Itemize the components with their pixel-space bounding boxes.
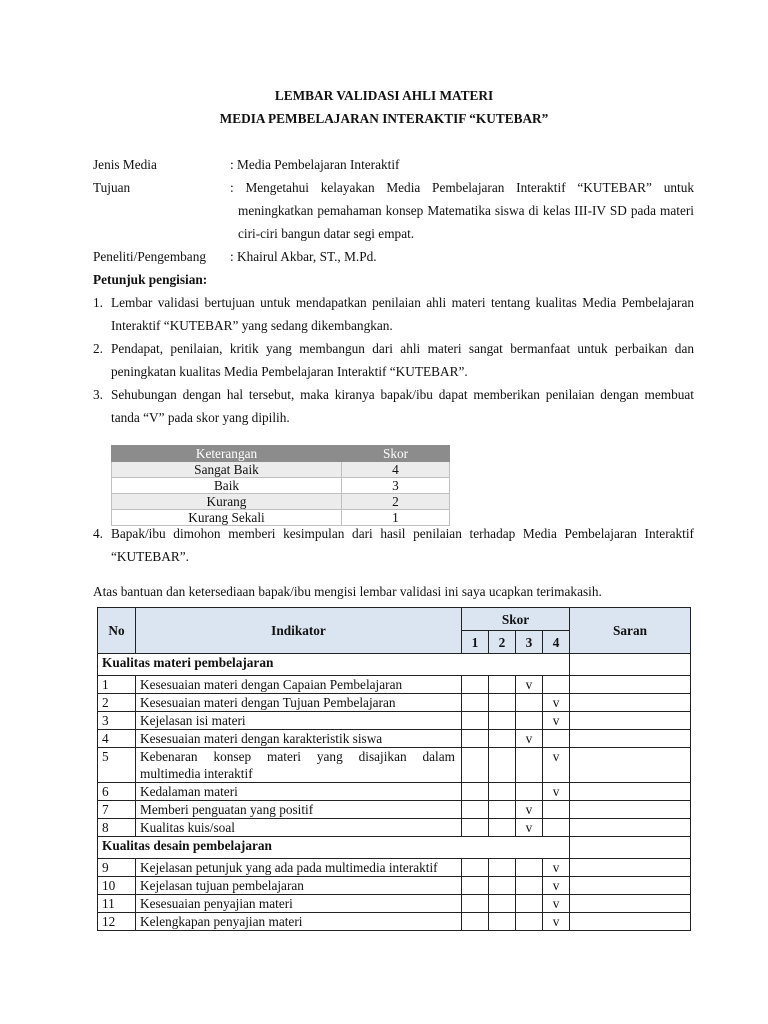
- score-cell-2[interactable]: [489, 913, 516, 931]
- score-cell-4[interactable]: [543, 730, 570, 748]
- score-cell-2[interactable]: [489, 748, 516, 783]
- saran-cell[interactable]: [570, 895, 691, 913]
- score-cell-1[interactable]: [462, 694, 489, 712]
- legend-keterangan: Baik: [112, 478, 342, 494]
- jenis-media-label: Jenis Media: [93, 157, 157, 172]
- saran-cell[interactable]: [570, 676, 691, 694]
- document-title: LEMBAR VALIDASI AHLI MATERI: [274, 88, 494, 103]
- legend-skor: 4: [342, 462, 450, 478]
- score-cell-2[interactable]: [489, 819, 516, 837]
- header-skor: Skor: [462, 608, 570, 631]
- score-cell-1[interactable]: [462, 730, 489, 748]
- score-cell-1[interactable]: [462, 819, 489, 837]
- header-score-3: 3: [516, 631, 543, 654]
- row-number: 8: [98, 819, 136, 837]
- score-cell-2[interactable]: [489, 895, 516, 913]
- header-score-4: 4: [543, 631, 570, 654]
- score-cell-4[interactable]: [543, 801, 570, 819]
- legend-header-row: [112, 446, 450, 462]
- score-cell-3[interactable]: v: [516, 801, 543, 819]
- table-row: [98, 748, 691, 783]
- score-cell-2[interactable]: [489, 730, 516, 748]
- saran-cell[interactable]: [570, 654, 691, 676]
- saran-cell[interactable]: [570, 730, 691, 748]
- validation-table: [97, 607, 691, 931]
- score-cell-2[interactable]: [489, 694, 516, 712]
- table-row: [98, 913, 691, 931]
- instruction-number: 4.: [93, 526, 103, 541]
- score-cell-1[interactable]: [462, 913, 489, 931]
- legend-header-keterangan: Keterangan: [112, 446, 342, 462]
- score-cell-4[interactable]: v: [543, 748, 570, 783]
- score-cell-1[interactable]: [462, 877, 489, 895]
- saran-cell[interactable]: [570, 712, 691, 730]
- score-cell-2[interactable]: [489, 783, 516, 801]
- header-no: No: [98, 608, 136, 654]
- row-indikator: Kejelasan petunjuk yang ada pada multimedia interaktif: [136, 859, 462, 877]
- saran-cell[interactable]: [570, 913, 691, 931]
- closing-text: Atas bantuan dan ketersediaan bapak/ibu mengisi lembar validasi ini saya ucapkan terimakasih.: [93, 584, 602, 599]
- row-number: 12: [98, 913, 136, 931]
- row-indikator: Kedalaman materi: [136, 783, 462, 801]
- score-cell-4[interactable]: v: [543, 694, 570, 712]
- table-header-row: [98, 608, 691, 631]
- score-cell-4[interactable]: [543, 676, 570, 694]
- legend-skor: 3: [342, 478, 450, 494]
- row-indikator: Kesesuaian materi dengan karakteristik siswa: [136, 730, 462, 748]
- score-cell-2[interactable]: [489, 676, 516, 694]
- score-cell-3[interactable]: v: [516, 676, 543, 694]
- section-row: [98, 837, 691, 859]
- table-row: [98, 694, 691, 712]
- row-number: 1: [98, 676, 136, 694]
- score-cell-2[interactable]: [489, 859, 516, 877]
- score-cell-3[interactable]: [516, 748, 543, 783]
- table-row: [98, 859, 691, 877]
- score-legend-table: [111, 445, 450, 526]
- score-cell-4[interactable]: [543, 819, 570, 837]
- header-score-2: 2: [489, 631, 516, 654]
- instruction-number: 3.: [93, 387, 103, 402]
- score-cell-3[interactable]: [516, 877, 543, 895]
- saran-cell[interactable]: [570, 694, 691, 712]
- row-indikator: Kualitas kuis/soal: [136, 819, 462, 837]
- saran-cell[interactable]: [570, 801, 691, 819]
- score-cell-1[interactable]: [462, 712, 489, 730]
- score-cell-4[interactable]: v: [543, 913, 570, 931]
- section-title: Kualitas desain pembelajaran: [98, 837, 570, 859]
- petunjuk-heading: Petunjuk pengisian:: [93, 272, 208, 287]
- header-saran: Saran: [570, 608, 691, 654]
- document-subtitle: MEDIA PEMBELAJARAN INTERAKTIF “KUTEBAR”: [219, 111, 549, 126]
- validation-table-body: [98, 654, 691, 931]
- score-cell-4[interactable]: v: [543, 712, 570, 730]
- legend-header-skor: Skor: [342, 446, 450, 462]
- score-cell-1[interactable]: [462, 676, 489, 694]
- score-cell-3[interactable]: v: [516, 730, 543, 748]
- table-row: [98, 712, 691, 730]
- score-cell-1[interactable]: [462, 783, 489, 801]
- saran-cell[interactable]: [570, 837, 691, 859]
- score-cell-2[interactable]: [489, 712, 516, 730]
- tujuan-value: : Mengetahui kelayakan Media Pembelajaran Interaktif “KUTEBAR” untuk: [230, 180, 694, 195]
- row-indikator: Kejelasan isi materi: [136, 712, 462, 730]
- legend-skor: 2: [342, 494, 450, 510]
- row-number: 4: [98, 730, 136, 748]
- instruction-number: 1.: [93, 295, 103, 310]
- table-row: [98, 730, 691, 748]
- saran-cell[interactable]: [570, 877, 691, 895]
- legend-keterangan: Kurang: [112, 494, 342, 510]
- score-cell-4[interactable]: v: [543, 783, 570, 801]
- row-number: 11: [98, 895, 136, 913]
- legend-keterangan: Kurang Sekali: [112, 510, 342, 526]
- table-row: [98, 801, 691, 819]
- legend-row: [112, 462, 450, 478]
- saran-cell[interactable]: [570, 859, 691, 877]
- table-row: [98, 676, 691, 694]
- row-number: 9: [98, 859, 136, 877]
- row-number: 2: [98, 694, 136, 712]
- score-cell-3[interactable]: v: [516, 819, 543, 837]
- row-number: 7: [98, 801, 136, 819]
- score-cell-1[interactable]: [462, 748, 489, 783]
- score-cell-4[interactable]: v: [543, 877, 570, 895]
- score-cell-3[interactable]: [516, 895, 543, 913]
- row-number: 5: [98, 748, 136, 783]
- row-indikator: Kesesuaian penyajian materi: [136, 895, 462, 913]
- score-cell-3[interactable]: [516, 783, 543, 801]
- score-cell-4[interactable]: v: [543, 895, 570, 913]
- header-score-1: 1: [462, 631, 489, 654]
- saran-cell[interactable]: [570, 748, 691, 783]
- table-row: [98, 877, 691, 895]
- score-cell-1[interactable]: [462, 801, 489, 819]
- section-title: Kualitas materi pembelajaran: [98, 654, 570, 676]
- row-indikator: Memberi penguatan yang positif: [136, 801, 462, 819]
- legend-row: [112, 478, 450, 494]
- table-row: [98, 783, 691, 801]
- row-indikator: Kesesuaian materi dengan Capaian Pembelajaran: [136, 676, 462, 694]
- score-cell-4[interactable]: v: [543, 859, 570, 877]
- instruction-text: Pendapat, penilaian, kritik yang membangun dari ahli materi sangat bermanfaat untuk perbaikan dan peningkatan kualitas Media Pembelajaran Interaktif “KUTEBAR”.: [111, 341, 694, 379]
- score-cell-1[interactable]: [462, 895, 489, 913]
- score-cell-3[interactable]: [516, 913, 543, 931]
- tujuan-label: Tujuan: [93, 180, 131, 195]
- row-indikator: Kelengkapan penyajian materi: [136, 913, 462, 931]
- instruction-text: Bapak/ibu dimohon memberi kesimpulan dari hasil penilaian terhadap Media Pembelajaran Interaktif “KUTEBAR”.: [111, 526, 694, 564]
- score-cell-3[interactable]: [516, 712, 543, 730]
- score-cell-2[interactable]: [489, 801, 516, 819]
- instruction-text: Sehubungan dengan hal tersebut, maka kiranya bapak/ibu dapat memberikan penilaian dengan membuat tanda “V” pada skor yang dipilih.: [111, 387, 694, 425]
- table-row: [98, 895, 691, 913]
- score-cell-2[interactable]: [489, 877, 516, 895]
- row-number: 3: [98, 712, 136, 730]
- legend-skor: 1: [342, 510, 450, 526]
- peneliti-value: : Khairul Akbar, ST., M.Pd.: [230, 249, 377, 264]
- saran-cell[interactable]: [570, 819, 691, 837]
- instruction-number: 2.: [93, 341, 103, 356]
- table-row: [98, 819, 691, 837]
- legend-row: [112, 494, 450, 510]
- row-indikator: Kesesuaian materi dengan Tujuan Pembelajaran: [136, 694, 462, 712]
- jenis-media-value: : Media Pembelajaran Interaktif: [230, 157, 400, 172]
- score-cell-3[interactable]: [516, 694, 543, 712]
- row-number: 10: [98, 877, 136, 895]
- section-row: [98, 654, 691, 676]
- legend-keterangan: Sangat Baik: [112, 462, 342, 478]
- row-number: 6: [98, 783, 136, 801]
- saran-cell[interactable]: [570, 783, 691, 801]
- tujuan-value-continued: meningkatkan pemahaman konsep Matematika siswa di kelas III-IV SD pada materi ciri-ciri bangun datar segi empat.: [238, 203, 694, 241]
- row-indikator: Kebenaran konsep materi yang disajikan dalam multimedia interaktif: [136, 748, 462, 783]
- row-indikator: Kejelasan tujuan pembelajaran: [136, 877, 462, 895]
- peneliti-label: Peneliti/Pengembang: [93, 249, 207, 264]
- instruction-text: Lembar validasi bertujuan untuk mendapatkan penilaian ahli materi tentang kualitas Media Pembelajaran Interaktif “KUTEBAR” yang sedang dikembangkan.: [111, 295, 694, 333]
- score-cell-1[interactable]: [462, 859, 489, 877]
- header-indikator: Indikator: [136, 608, 462, 654]
- score-cell-3[interactable]: [516, 859, 543, 877]
